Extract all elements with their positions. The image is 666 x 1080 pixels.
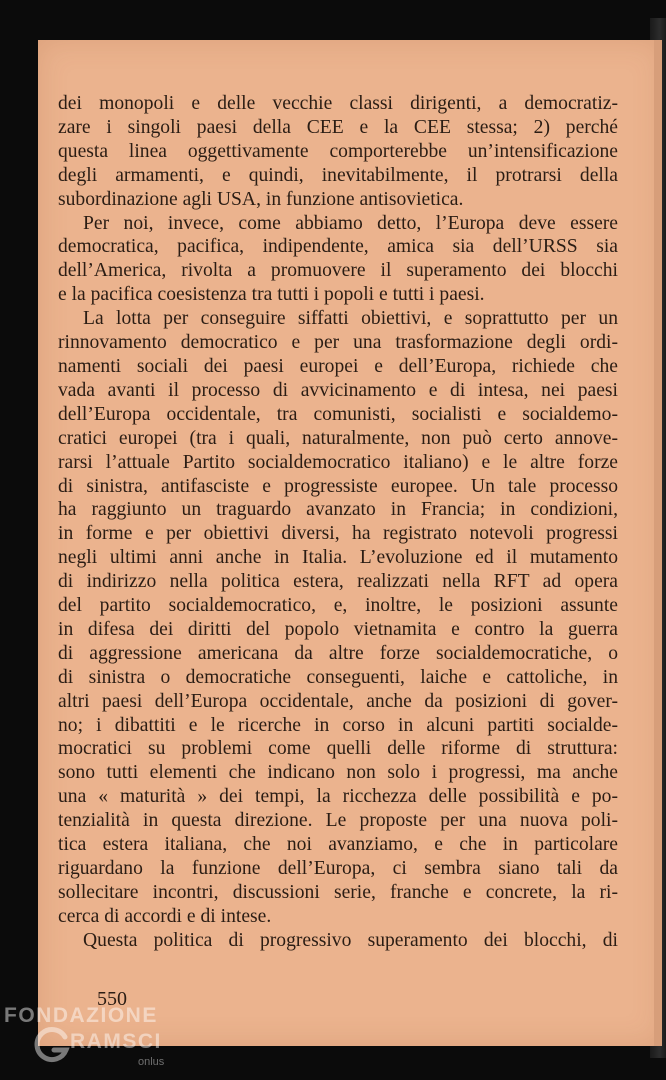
text-line: degli armamenti, e quindi, inevitabilmente, il protrarsi della	[58, 164, 618, 186]
text-line: di sinistra o democratiche conseguenti, laiche e cattoliche, in	[58, 666, 618, 688]
paragraph	[58, 307, 618, 929]
text-line: tica estera italiana, che noi avanziamo, e che in particolare	[58, 834, 618, 856]
text-line: zare i singoli paesi della CEE e la CEE stessa; 2) perché	[58, 116, 618, 138]
text-line: questa linea oggettivamente comporterebbe un’intensificazione	[58, 140, 618, 162]
text-line: dei monopoli e delle vecchie classi dirigenti, a democratiz-	[58, 93, 618, 114]
text-line: riguardano la funzione dell’Europa, ci sembra siano tali da	[58, 858, 618, 879]
text-line: dell’Europa occidentale, tra comunisti, socialisti e socialdemo-	[58, 403, 618, 425]
text-line: La lotta per conseguire siffatti obiettivi, e soprattutto per un	[83, 308, 618, 330]
paragraph	[58, 92, 618, 212]
text-line: di aggressione americana da altre forze socialdemocratiche, o	[58, 642, 618, 664]
text-line: del partito socialdemocratico, e, inoltre, le posizioni assunte	[58, 595, 618, 617]
text-line: una « maturità » dei tempi, la ricchezza delle possibilità e po-	[58, 786, 618, 808]
page-number: 550	[97, 988, 127, 1010]
text-line: Per noi, invece, come abbiamo detto, l’Europa deve essere	[83, 212, 618, 234]
page-stack-edge	[654, 40, 662, 1046]
text-line: no; i dibattiti e le ricerche in corso in alcuni partiti socialde-	[58, 714, 618, 736]
text-line: altri paesi dell’Europa occidentale, anche da posizioni di gover-	[58, 690, 618, 712]
text-line: negli ultimi anni anche in Italia. L’evoluzione ed il mutamento	[58, 547, 618, 569]
text-line: Questa politica di progressivo superamento dei blocchi, di	[83, 929, 618, 951]
text-line: cerca di accordi e di intese.	[58, 905, 272, 927]
text-line: rinnovamento democratico e per una trasformazione degli ordi-	[58, 332, 618, 354]
watermark-line-3: onlus	[138, 1056, 165, 1068]
watermark-line-2: RAMSCI	[70, 1030, 162, 1053]
text-line: di sinistra, antifasciste e progressiste europee. Un tale processo	[58, 475, 618, 497]
text-line: sono tutti elementi che indicano non solo i progressi, ma anche	[58, 762, 618, 784]
watermark-g-logo-icon	[32, 1024, 72, 1064]
text-line: namenti sociali dei paesi europei e dell’Europa, richiede che	[58, 355, 618, 377]
body-text	[58, 92, 618, 953]
text-line: subordinazione agli USA, in funzione antisovietica.	[58, 188, 464, 210]
text-line: sollecitare incontri, discussioni serie, franche e concrete, la ri-	[58, 881, 618, 903]
text-line: rarsi l’attuale Partito socialdemocratico italiano) e le altre forze	[58, 451, 618, 473]
text-line: tenzialità in questa direzione. Le proposte per una nuova poli-	[58, 810, 618, 832]
text-line: vada avanti il processo di avvicinamento e di intesa, nei paesi	[58, 379, 618, 401]
text-line: democratica, pacifica, indipendente, amica sia dell’URSS sia	[58, 236, 618, 258]
text-line: cratici europei (tra i quali, naturalmente, non può certo annove-	[58, 427, 618, 449]
text-line: dell’America, rivolta a promuovere il superamento dei blocchi	[58, 260, 618, 282]
text-line: di indirizzo nella politica estera, realizzati nella RFT ad opera	[58, 571, 618, 593]
paragraph	[58, 212, 618, 308]
watermark-line-1: FONDAZIONE	[4, 1004, 158, 1027]
text-line: e la pacifica coesistenza tra tutti i popoli e tutti i paesi.	[58, 284, 485, 306]
paragraph	[58, 929, 618, 953]
text-line: in difesa dei diritti del popolo vietnamita e contro la guerra	[58, 618, 618, 640]
text-line: ha raggiunto un traguardo avanzato in Francia; in condizioni,	[58, 499, 618, 521]
fondazione-gramsci-watermark	[4, 1004, 174, 1080]
text-line: mocratici su problemi come quelli delle riforme di struttura:	[58, 738, 618, 760]
text-line: in forme e per obiettivi diversi, ha registrato notevoli progressi	[58, 523, 618, 545]
